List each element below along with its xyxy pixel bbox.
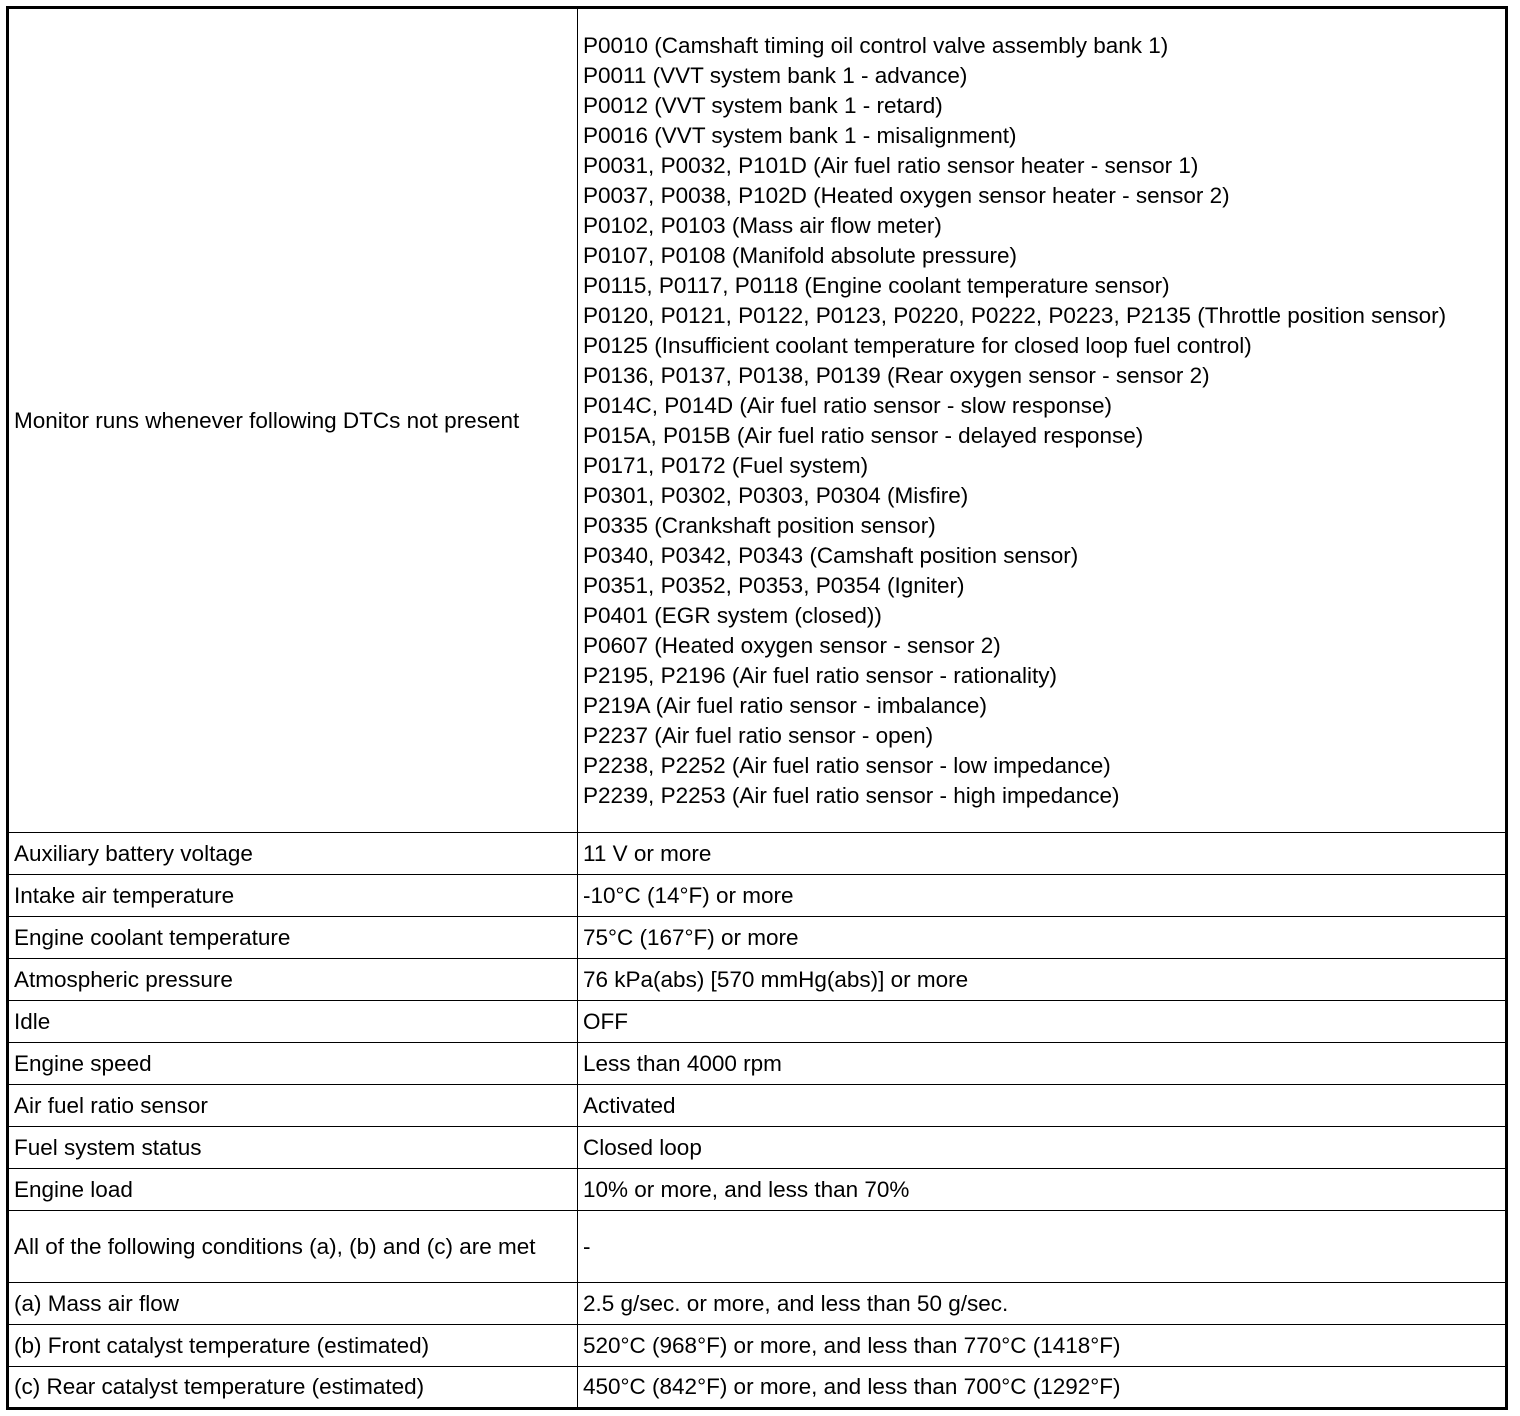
dtc-item: P2239, P2253 (Air fuel ratio sensor - high impedance) — [583, 782, 1120, 808]
monitor-conditions-table — [6, 6, 1508, 1410]
condition-value: OFF — [578, 1001, 1507, 1043]
dtc-list — [578, 8, 1507, 833]
condition-value: 2.5 g/sec. or more, and less than 50 g/sec. — [578, 1283, 1507, 1325]
dtc-item: P2195, P2196 (Air fuel ratio sensor - rationality) — [583, 662, 1057, 688]
condition-label: Engine load — [8, 1169, 578, 1211]
condition-label: Intake air temperature — [8, 875, 578, 917]
table-row — [8, 1169, 1507, 1211]
dtc-item: P2237 (Air fuel ratio sensor - open) — [583, 722, 934, 748]
dtc-item: P0031, P0032, P101D (Air fuel ratio sensor heater - sensor 1) — [583, 152, 1199, 178]
dtc-item: P0401 (EGR system (closed)) — [583, 602, 882, 628]
dtc-item: P0607 (Heated oxygen sensor - sensor 2) — [583, 632, 1001, 658]
dtc-item: P015A, P015B (Air fuel ratio sensor - delayed response) — [583, 422, 1144, 448]
condition-label: (a) Mass air flow — [8, 1283, 578, 1325]
dtc-item: P0115, P0117, P0118 (Engine coolant temperature sensor) — [583, 272, 1170, 298]
condition-label: Air fuel ratio sensor — [8, 1085, 578, 1127]
dtc-item: P0010 (Camshaft timing oil control valve assembly bank 1) — [583, 32, 1169, 58]
table-row — [8, 1043, 1507, 1085]
table-row — [8, 1325, 1507, 1367]
dtc-item: P0125 (Insufficient coolant temperature for closed loop fuel control) — [583, 332, 1252, 358]
condition-value: 75°C (167°F) or more — [578, 917, 1507, 959]
dtc-item: P0012 (VVT system bank 1 - retard) — [583, 92, 943, 118]
dtc-item: P0136, P0137, P0138, P0139 (Rear oxygen sensor - sensor 2) — [583, 362, 1210, 388]
condition-label: Idle — [8, 1001, 578, 1043]
table-row — [8, 833, 1507, 875]
table-row-dtc-conditions — [8, 8, 1507, 833]
table-row — [8, 959, 1507, 1001]
table-row — [8, 917, 1507, 959]
condition-value: 11 V or more — [578, 833, 1507, 875]
dtc-item: P219A (Air fuel ratio sensor - imbalance) — [583, 692, 987, 718]
dtc-item: P2238, P2252 (Air fuel ratio sensor - low impedance) — [583, 752, 1111, 778]
dtc-item: P0340, P0342, P0343 (Camshaft position sensor) — [583, 542, 1079, 568]
condition-value: -10°C (14°F) or more — [578, 875, 1507, 917]
table-row — [8, 1367, 1507, 1409]
condition-value: 520°C (968°F) or more, and less than 770°C (1418°F) — [578, 1325, 1507, 1367]
dtc-item: P0016 (VVT system bank 1 - misalignment) — [583, 122, 1017, 148]
dtc-item: P0102, P0103 (Mass air flow meter) — [583, 212, 942, 238]
dtc-row-label: Monitor runs whenever following DTCs not present — [8, 8, 578, 833]
table-row — [8, 1283, 1507, 1325]
condition-value: Less than 4000 rpm — [578, 1043, 1507, 1085]
condition-label: Atmospheric pressure — [8, 959, 578, 1001]
condition-value: Closed loop — [578, 1127, 1507, 1169]
condition-value: Activated — [578, 1085, 1507, 1127]
condition-value: 10% or more, and less than 70% — [578, 1169, 1507, 1211]
condition-label: Fuel system status — [8, 1127, 578, 1169]
table-row — [8, 1211, 1507, 1283]
table-row — [8, 875, 1507, 917]
table-row — [8, 1127, 1507, 1169]
table-row — [8, 1085, 1507, 1127]
dtc-item: P0301, P0302, P0303, P0304 (Misfire) — [583, 482, 969, 508]
condition-label: All of the following conditions (a), (b) and (c) are met — [8, 1211, 578, 1283]
condition-label: Engine coolant temperature — [8, 917, 578, 959]
dtc-item: P014C, P014D (Air fuel ratio sensor - slow response) — [583, 392, 1112, 418]
condition-label: (b) Front catalyst temperature (estimated) — [8, 1325, 578, 1367]
condition-value: - — [578, 1211, 1507, 1283]
dtc-item: P0011 (VVT system bank 1 - advance) — [583, 62, 968, 88]
condition-label: (c) Rear catalyst temperature (estimated) — [8, 1367, 578, 1409]
table-row — [8, 1001, 1507, 1043]
dtc-item: P0335 (Crankshaft position sensor) — [583, 512, 936, 538]
condition-value: 450°C (842°F) or more, and less than 700°C (1292°F) — [578, 1367, 1507, 1409]
dtc-item: P0107, P0108 (Manifold absolute pressure) — [583, 242, 1018, 268]
condition-label: Engine speed — [8, 1043, 578, 1085]
dtc-item: P0120, P0121, P0122, P0123, P0220, P0222, P0223, P2135 (Throttle position sensor) — [583, 302, 1447, 328]
condition-label: Auxiliary battery voltage — [8, 833, 578, 875]
dtc-item: P0037, P0038, P102D (Heated oxygen sensor heater - sensor 2) — [583, 182, 1230, 208]
dtc-item: P0171, P0172 (Fuel system) — [583, 452, 869, 478]
dtc-item: P0351, P0352, P0353, P0354 (Igniter) — [583, 572, 965, 598]
condition-value: 76 kPa(abs) [570 mmHg(abs)] or more — [578, 959, 1507, 1001]
